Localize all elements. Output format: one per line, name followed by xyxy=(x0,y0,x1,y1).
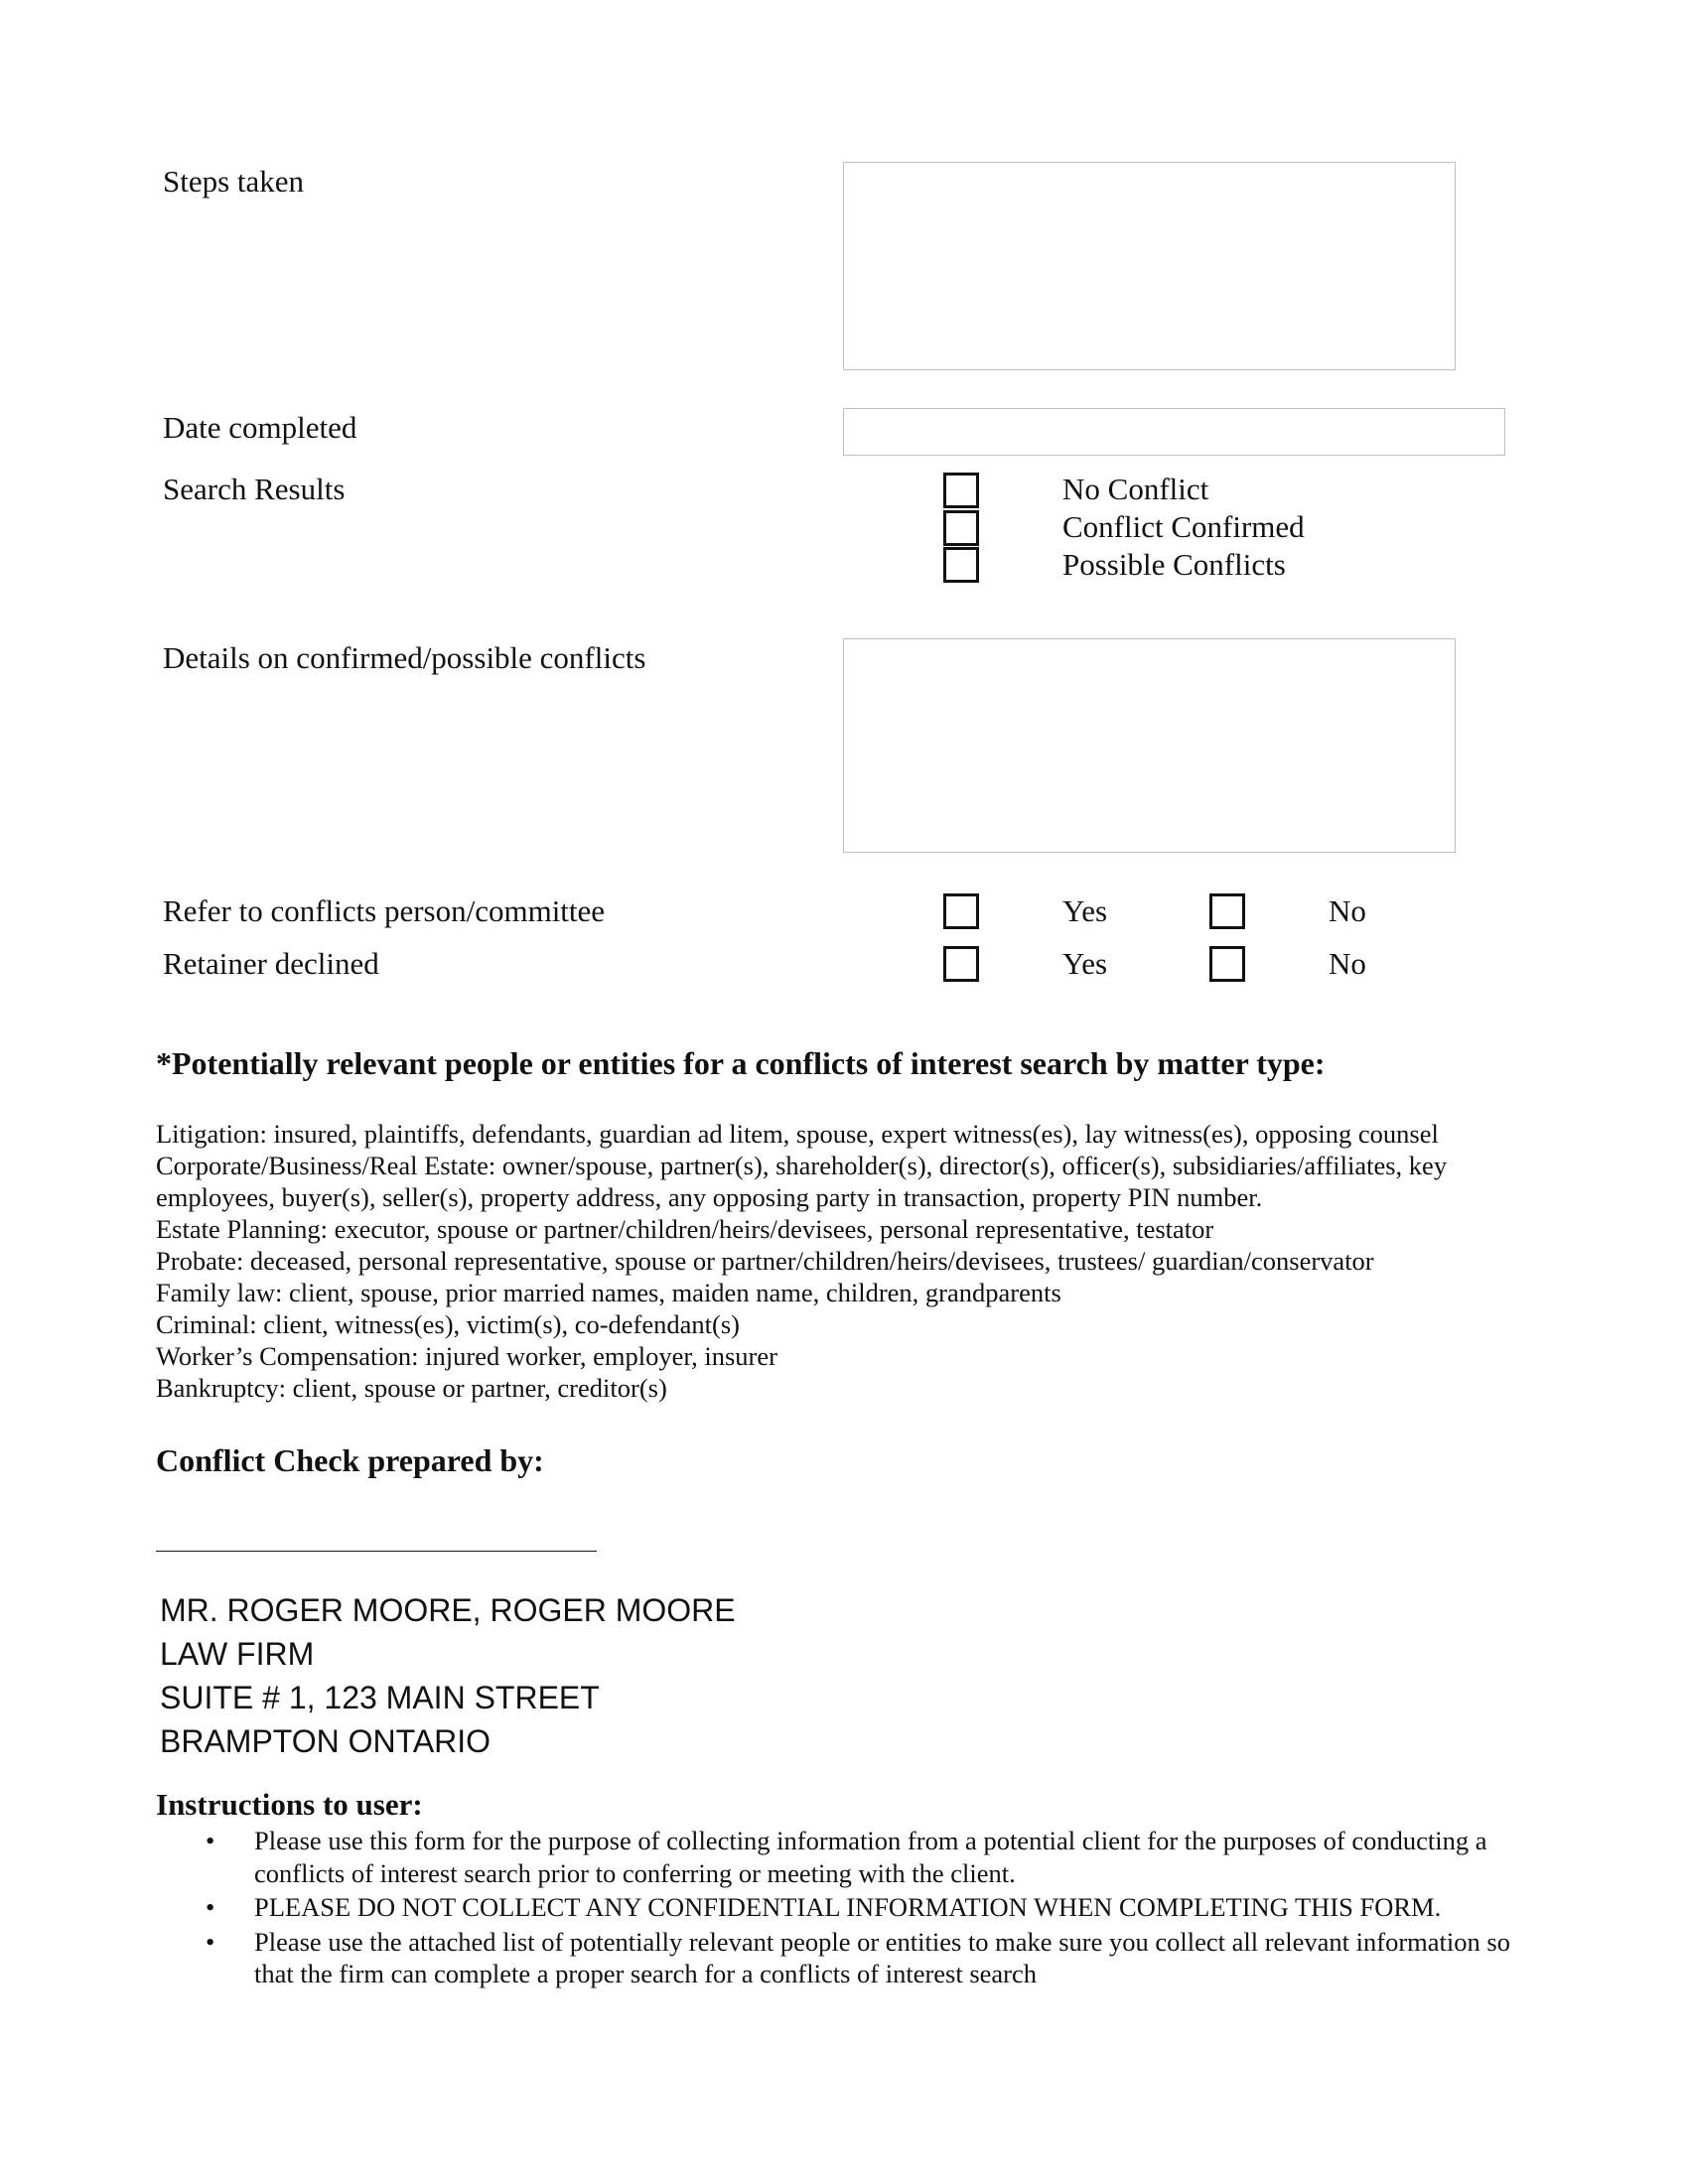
date-completed-label: Date completed xyxy=(163,410,357,445)
bullet-icon: • xyxy=(206,1892,215,1922)
refer-no-checkbox[interactable] xyxy=(1209,893,1245,929)
bullet-icon: • xyxy=(206,1926,215,1957)
date-completed-field[interactable] xyxy=(843,408,1505,456)
conflict-confirmed-label: Conflict Confirmed xyxy=(1062,509,1305,544)
retainer-no-checkbox[interactable] xyxy=(1209,946,1245,982)
search-results-label: Search Results xyxy=(163,472,346,506)
prepared-by-heading: Conflict Check prepared by: xyxy=(156,1442,544,1478)
retainer-yes-label: Yes xyxy=(1062,946,1108,981)
details-label: Details on confirmed/possible conflicts xyxy=(163,640,646,675)
list-item xyxy=(156,1926,1546,1990)
relevant-entities-list xyxy=(156,1118,1536,1404)
list-item: Corporate/Business/Real Estate: owner/spouse, partner(s), shareholder(s), director(s), officer(s), subsidiaries/affiliates, key employees, buyer(s), seller(s), property address, any opposing party in transaction, property PIN number. xyxy=(156,1151,1448,1212)
refer-no-label: No xyxy=(1329,893,1366,928)
no-conflict-label: No Conflict xyxy=(1062,472,1209,506)
instructions-list xyxy=(156,1825,1546,1992)
retainer-no-label: No xyxy=(1329,946,1366,981)
list-item: Family law: client, spouse, prior married names, maiden name, children, grandparents xyxy=(156,1278,1061,1307)
relevant-entities-heading: *Potentially relevant people or entities for a conflicts of interest search by matter type: xyxy=(156,1045,1326,1081)
list-item: Estate Planning: executor, spouse or partner/children/heirs/devisees, personal representative, testator xyxy=(156,1214,1214,1244)
refer-label: Refer to conflicts person/committee xyxy=(163,893,606,928)
details-field[interactable] xyxy=(843,638,1456,853)
list-item: Criminal: client, witness(es), victim(s), co-defendant(s) xyxy=(156,1309,740,1339)
instruction-text: PLEASE DO NOT COLLECT ANY CONFIDENTIAL INFORMATION WHEN COMPLETING THIS FORM. xyxy=(254,1892,1442,1922)
possible-conflicts-label: Possible Conflicts xyxy=(1062,547,1286,582)
address-line: SUITE # 1, 123 MAIN STREET xyxy=(160,1680,600,1715)
retainer-yes-checkbox[interactable] xyxy=(943,946,979,982)
steps-taken-field[interactable] xyxy=(843,162,1456,370)
firm-address xyxy=(160,1588,736,1763)
list-item: Litigation: insured, plaintiffs, defendants, guardian ad litem, spouse, expert witness(es), lay witness(es), opposing counsel xyxy=(156,1119,1439,1149)
conflict-confirmed-checkbox[interactable] xyxy=(943,510,979,546)
retainer-declined-label: Retainer declined xyxy=(163,946,379,981)
list-item xyxy=(156,1891,1546,1924)
refer-yes-label: Yes xyxy=(1062,893,1108,928)
instruction-text: Please use this form for the purpose of collecting information from a potential client for the purposes of conducting a conflicts of interest search prior to conferring or meeting with the client. xyxy=(254,1826,1487,1888)
no-conflict-checkbox[interactable] xyxy=(943,473,979,508)
signature-line xyxy=(156,1551,597,1552)
address-line: BRAMPTON ONTARIO xyxy=(160,1723,492,1759)
refer-yes-checkbox[interactable] xyxy=(943,893,979,929)
list-item xyxy=(156,1825,1546,1889)
possible-conflicts-checkbox[interactable] xyxy=(943,547,979,583)
list-item: Bankruptcy: client, spouse or partner, creditor(s) xyxy=(156,1373,667,1403)
bullet-icon: • xyxy=(206,1826,215,1855)
instructions-heading: Instructions to user: xyxy=(156,1787,423,1822)
list-item: Probate: deceased, personal representative, spouse or partner/children/heirs/devisees, trustees/ guardian/conservator xyxy=(156,1246,1374,1276)
list-item: Worker’s Compensation: injured worker, employer, insurer xyxy=(156,1341,777,1371)
instruction-text: Please use the attached list of potentially relevant people or entities to make sure you collect all relevant information so that the firm can complete a proper search for a conflicts of interest search xyxy=(254,1926,1510,1988)
address-line: LAW FIRM xyxy=(160,1636,315,1672)
address-line: MR. ROGER MOORE, ROGER MOORE xyxy=(160,1592,736,1628)
steps-taken-label: Steps taken xyxy=(163,164,305,199)
